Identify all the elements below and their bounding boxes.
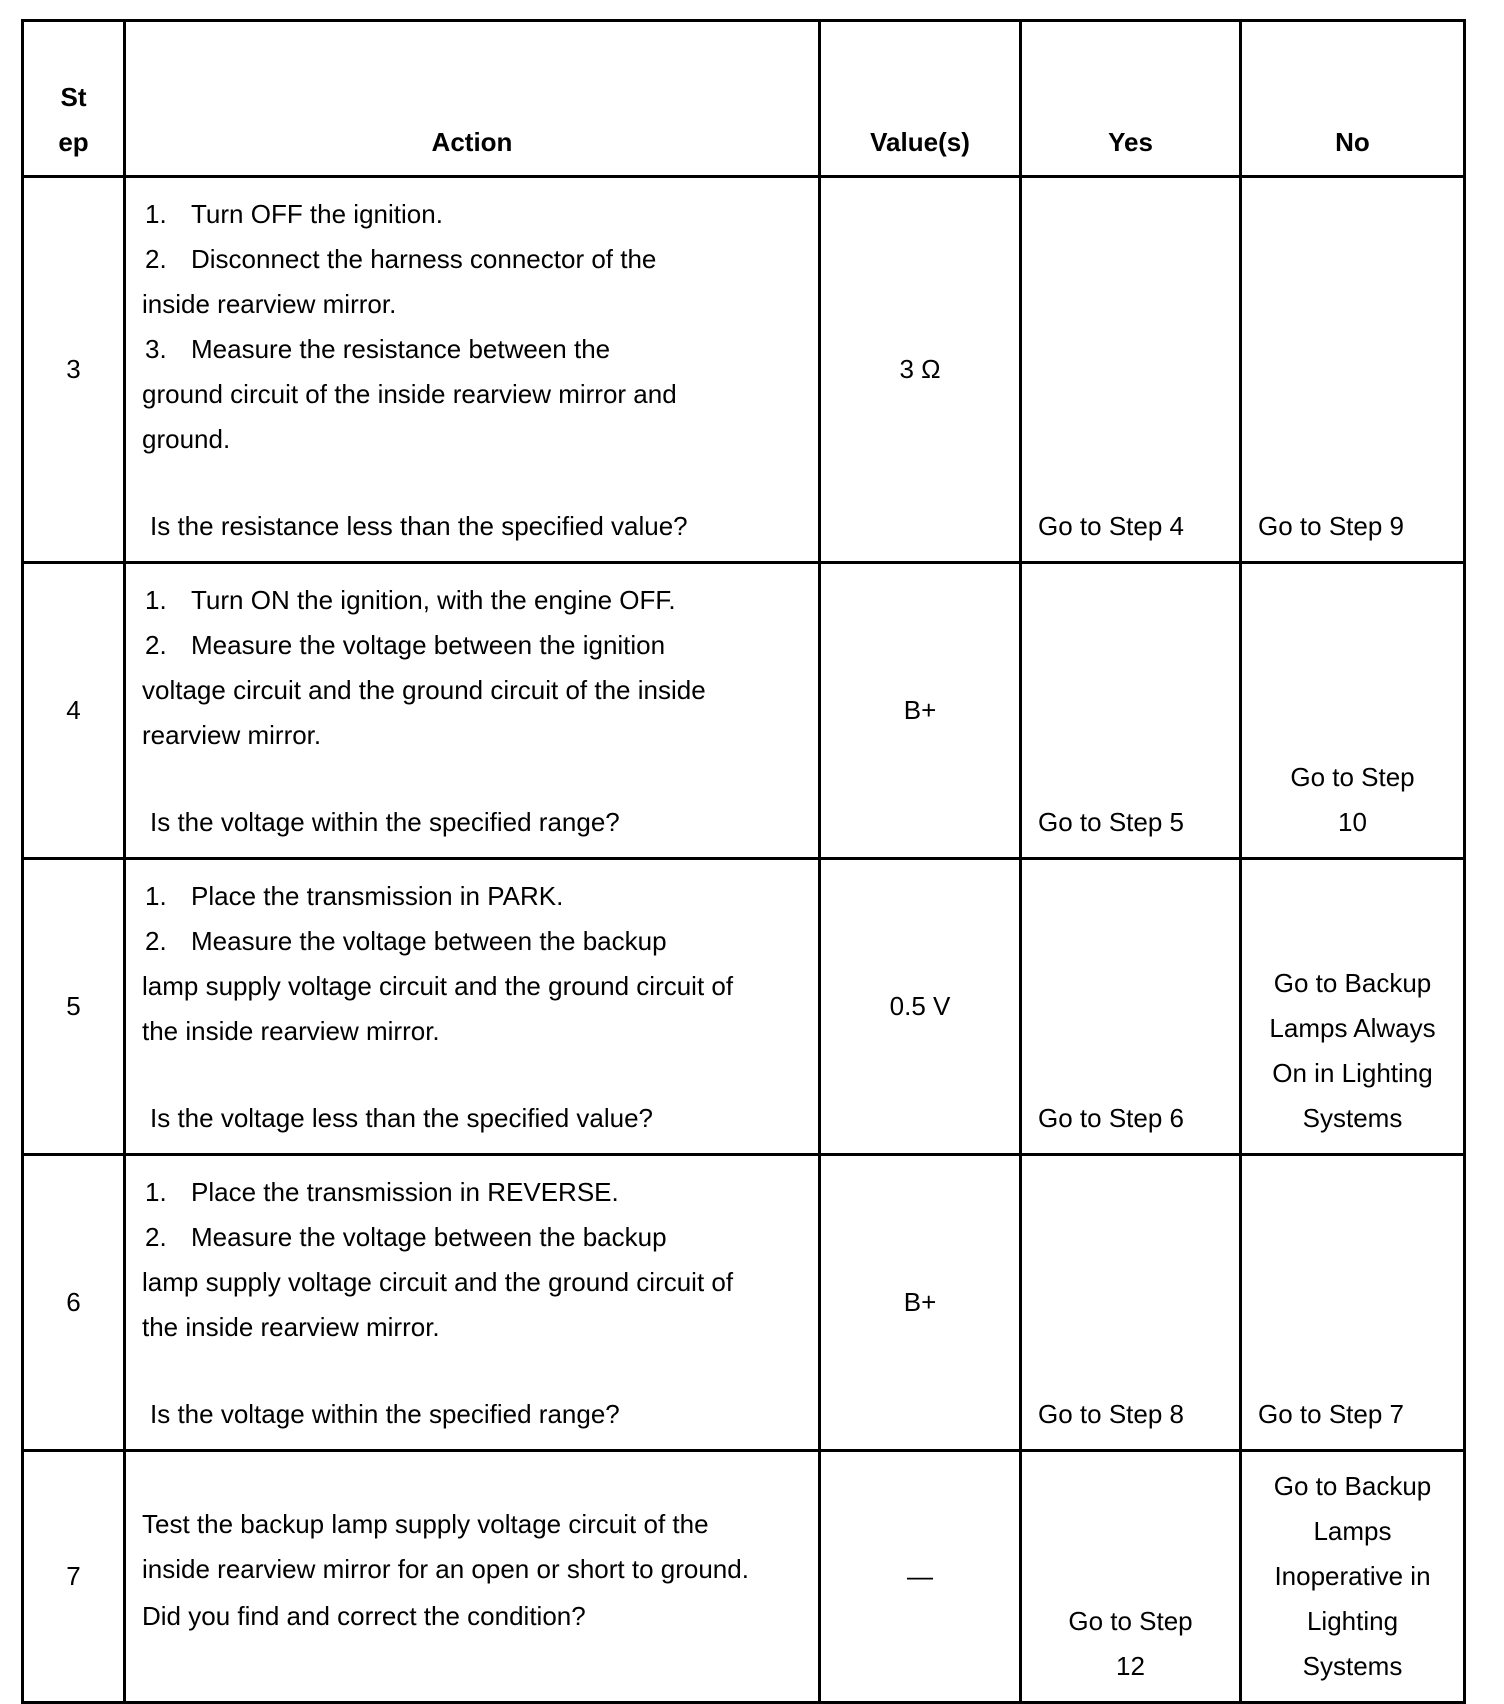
action-item: 1. Turn OFF the ignition. <box>145 199 443 229</box>
action-item-continued: voltage circuit and the ground circuit of the inside rearview mirror. <box>142 675 706 750</box>
diagnostic-table <box>21 19 1466 1704</box>
table-row <box>23 859 1465 1155</box>
no-cell: Go to Step 10 <box>1241 563 1465 859</box>
no-cell: Go to Step 9 <box>1241 177 1465 563</box>
no-cell: Go to Backup Lamps Inoperative in Lighting Systems <box>1241 1451 1465 1703</box>
value-cell: — <box>820 1451 1021 1703</box>
action-item: 1. Place the transmission in REVERSE. <box>145 1177 619 1207</box>
action-cell <box>125 1155 820 1451</box>
yes-cell: Go to Step 5 <box>1021 563 1241 859</box>
action-item: 3. Measure the resistance between the <box>145 334 611 364</box>
action-cell <box>125 563 820 859</box>
step-number: 5 <box>23 859 125 1155</box>
action-item: 1. Place the transmission in PARK. <box>145 881 564 911</box>
header-row <box>23 21 1465 177</box>
action-header: Action <box>125 21 820 177</box>
action-item-continued: inside rearview mirror. <box>142 289 397 319</box>
action-item-continued: ground circuit of the inside rearview mirror and ground. <box>142 379 677 454</box>
value-cell: B+ <box>820 563 1021 859</box>
action-item: 2. Disconnect the harness connector of the <box>145 244 657 274</box>
yes-cell: Go to Step 6 <box>1021 859 1241 1155</box>
no-cell: Go to Backup Lamps Always On in Lighting Systems <box>1241 859 1465 1155</box>
action-cell <box>125 1451 820 1703</box>
yes-cell: Go to Step 12 <box>1021 1451 1241 1703</box>
yes-cell: Go to Step 8 <box>1021 1155 1241 1451</box>
action-text: Test the backup lamp supply voltage circuit of the inside rearview mirror for an open or short to ground. <box>142 1509 749 1584</box>
no-cell: Go to Step 7 <box>1241 1155 1465 1451</box>
step-header <box>23 21 125 177</box>
values-header: Value(s) <box>820 21 1021 177</box>
table-row <box>23 177 1465 563</box>
action-question: Is the resistance less than the specified value? <box>150 511 688 541</box>
step-header-line1: St <box>60 82 87 112</box>
step-header-line2: ep <box>58 127 89 157</box>
value-cell: 3 Ω <box>820 177 1021 563</box>
value-cell: B+ <box>820 1155 1021 1451</box>
action-item: 1. Turn ON the ignition, with the engine OFF. <box>145 585 676 615</box>
yes-header: Yes <box>1021 21 1241 177</box>
action-item-continued: lamp supply voltage circuit and the ground circuit of the inside rearview mirror. <box>142 1267 734 1342</box>
step-number: 3 <box>23 177 125 563</box>
step-number: 6 <box>23 1155 125 1451</box>
action-item: 2. Measure the voltage between the ignition <box>145 630 666 660</box>
action-item: 2. Measure the voltage between the backup <box>145 926 667 956</box>
action-question: Is the voltage less than the specified value? <box>150 1103 653 1133</box>
step-number: 7 <box>23 1451 125 1703</box>
action-cell <box>125 859 820 1155</box>
table-row <box>23 1451 1465 1703</box>
value-cell: 0.5 V <box>820 859 1021 1155</box>
action-item: 2. Measure the voltage between the backup <box>145 1222 667 1252</box>
action-question: Did you find and correct the condition? <box>142 1601 586 1631</box>
action-question: Is the voltage within the specified range? <box>150 1399 620 1429</box>
action-item-continued: lamp supply voltage circuit and the ground circuit of the inside rearview mirror. <box>142 971 734 1046</box>
table-row <box>23 563 1465 859</box>
step-number: 4 <box>23 563 125 859</box>
action-question: Is the voltage within the specified range? <box>150 807 620 837</box>
table-row <box>23 1155 1465 1451</box>
action-cell <box>125 177 820 563</box>
no-header: No <box>1241 21 1465 177</box>
yes-cell: Go to Step 4 <box>1021 177 1241 563</box>
